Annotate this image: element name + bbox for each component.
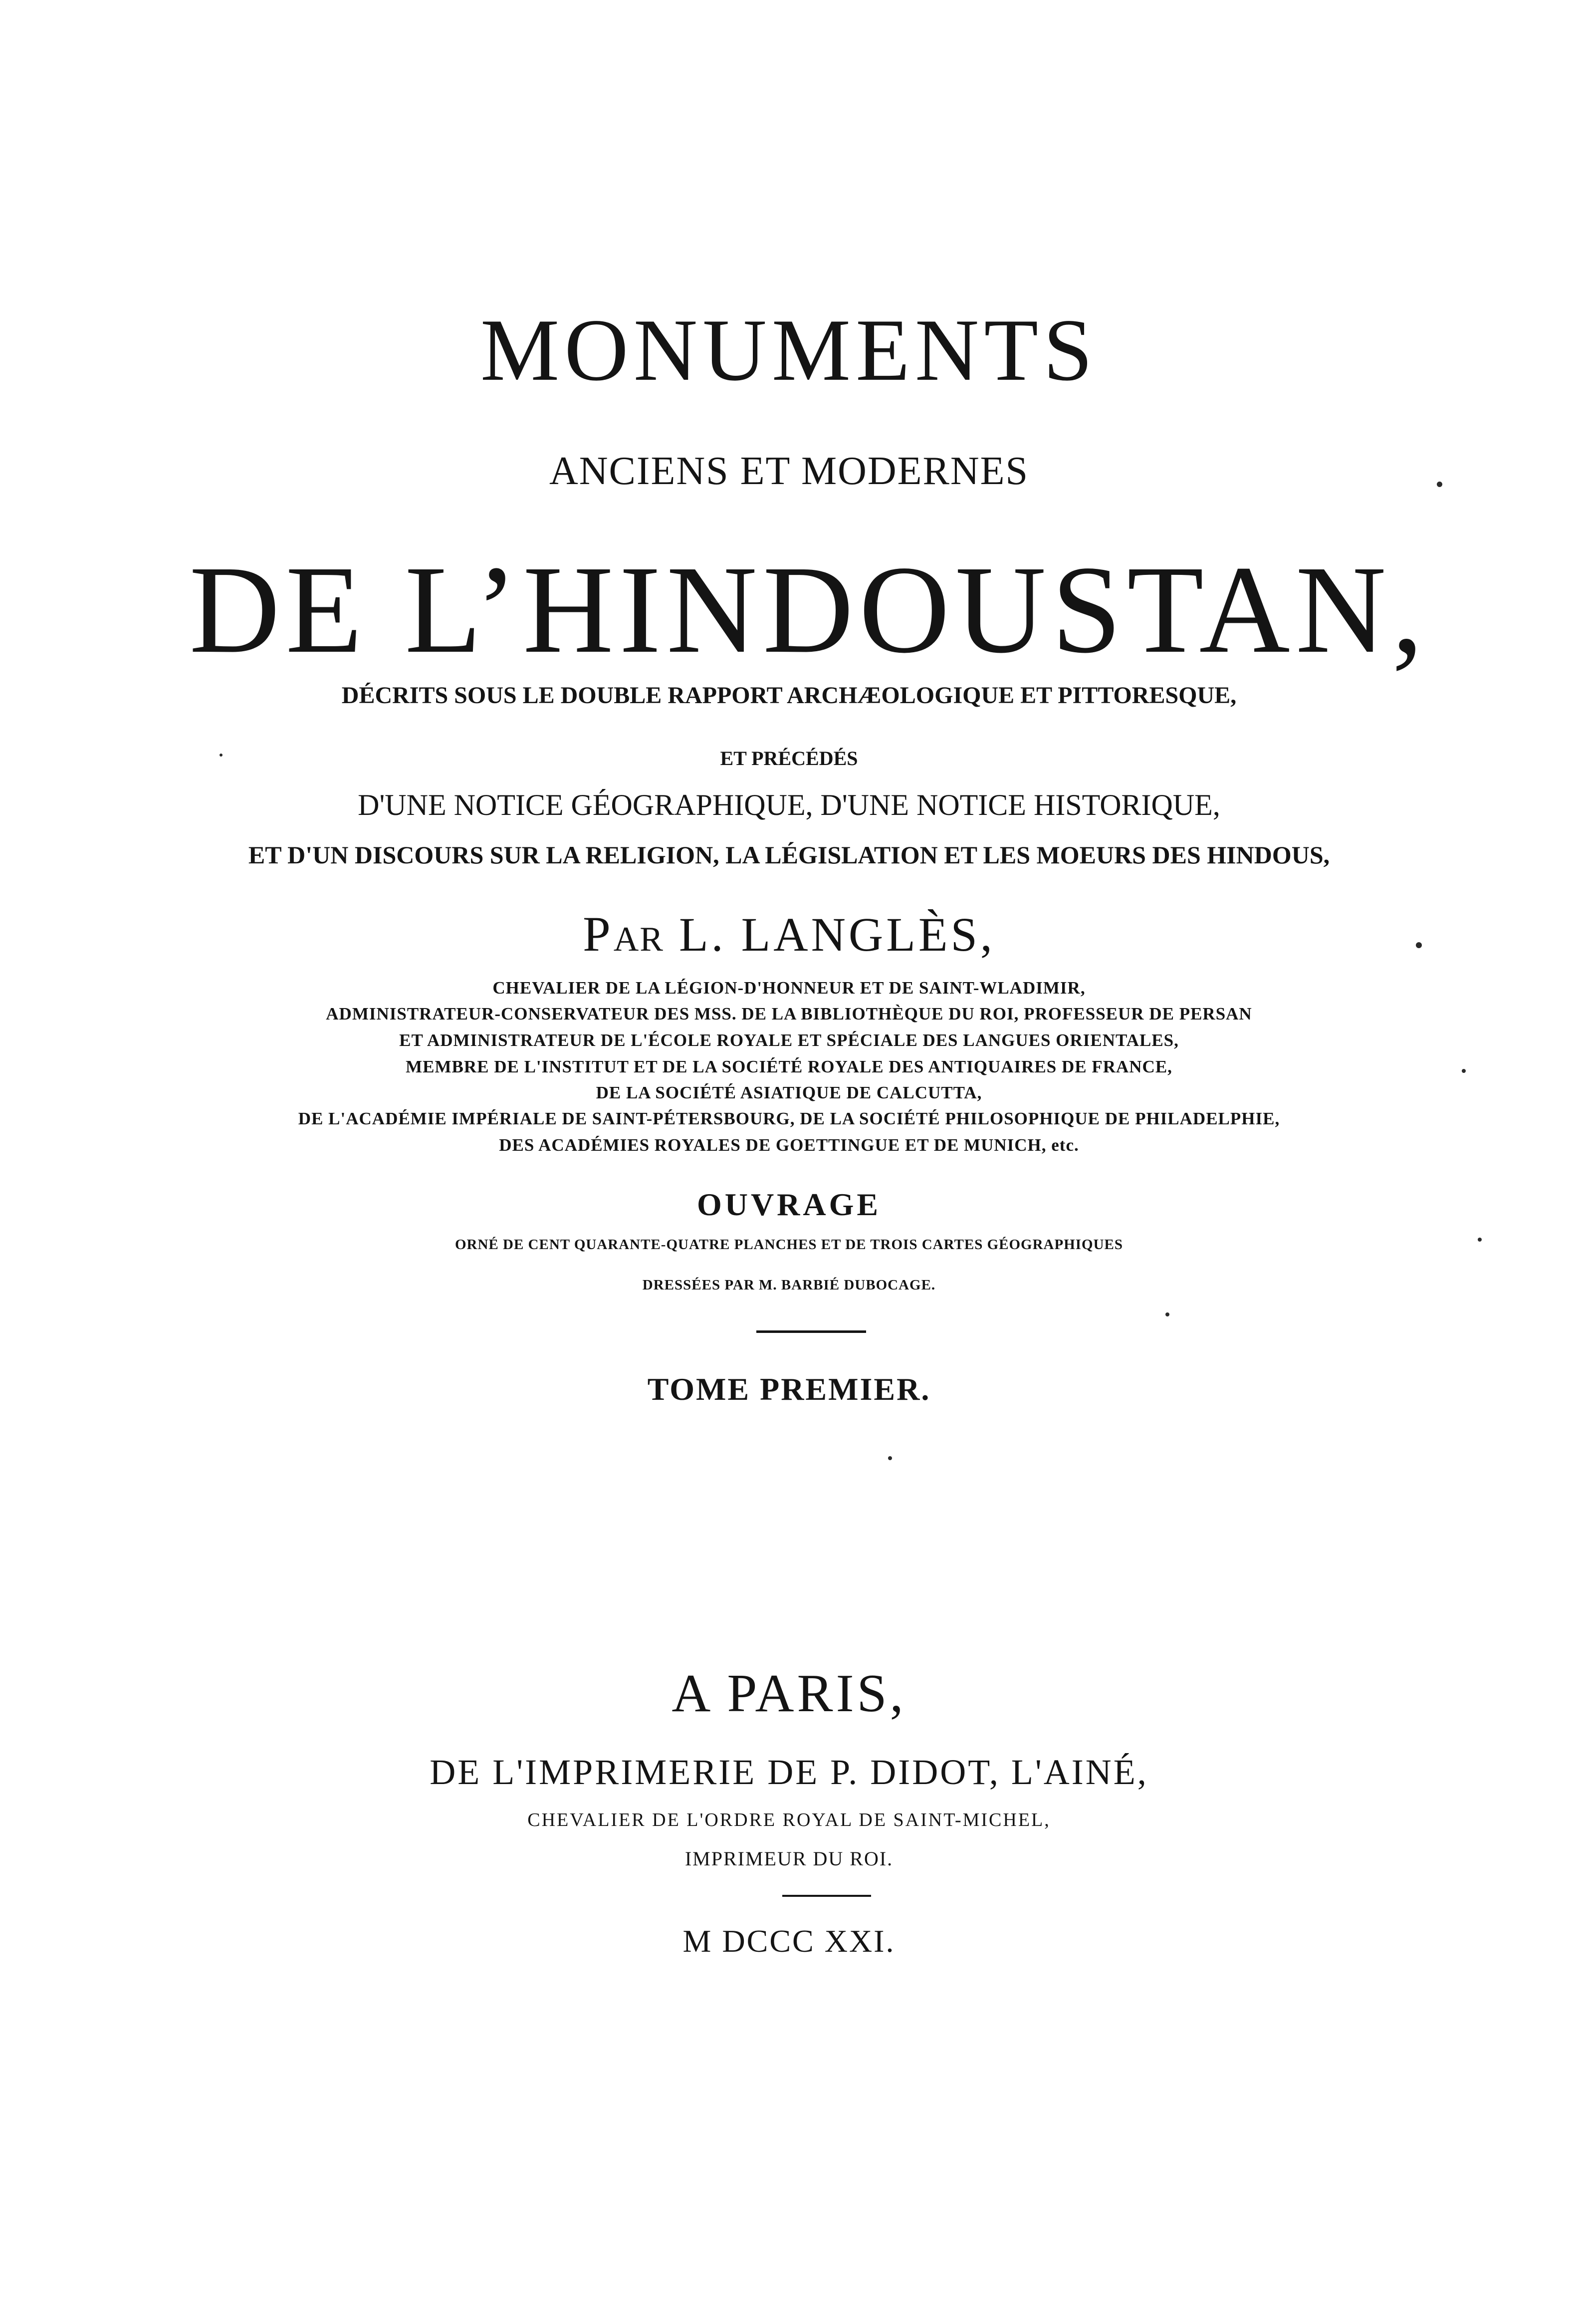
ink-speck xyxy=(888,1456,892,1460)
credential-line: DE LA SOCIÉTÉ ASIATIQUE DE CALCUTTA, xyxy=(596,1083,982,1102)
author-prefix: P xyxy=(583,906,614,962)
ink-speck xyxy=(1416,942,1422,948)
printer-role: IMPRIMEUR DU ROI. xyxy=(684,1847,894,1870)
credential-line: DES ACADÉMIES ROYALES DE GOETTINGUE ET DE MUNICH, etc. xyxy=(499,1135,1079,1155)
ink-speck xyxy=(1165,1312,1169,1316)
description-line: DÉCRITS SOUS LE DOUBLE RAPPORT ARCHÆOLOGIQUE ET PITTORESQUE, xyxy=(341,682,1237,709)
volume-label: TOME PREMIER. xyxy=(647,1371,931,1407)
imprint-city: A PARIS, xyxy=(672,1664,906,1723)
credential-line: MEMBRE DE L'INSTITUT ET DE LA SOCIÉTÉ ROYALE DES ANTIQUAIRES DE FRANCE, xyxy=(406,1057,1172,1076)
ink-speck xyxy=(220,754,223,757)
ink-speck xyxy=(1437,482,1442,487)
book-subtitle: ANCIENS ET MODERNES xyxy=(549,449,1029,493)
author-prefix-small: AR xyxy=(613,920,664,959)
work-description: ORNÉ DE CENT QUARANTE-QUATRE PLANCHES ET DE TROIS CARTES GÉOGRAPHIQUES xyxy=(454,1237,1124,1253)
ink-speck xyxy=(1462,1069,1466,1073)
notices-line: D'UNE NOTICE GÉOGRAPHIQUE, D'UNE NOTICE HISTORIQUE, xyxy=(358,788,1220,821)
credential-line: ADMINISTRATEUR-CONSERVATEUR DES MSS. DE LA BIBLIOTHÈQUE DU ROI, PROFESSEUR DE PERSAN xyxy=(326,1004,1252,1024)
credential-line: ET ADMINISTRATEUR DE L'ÉCOLE ROYALE ET SPÉCIALE DES LANGUES ORIENTALES, xyxy=(399,1031,1179,1050)
book-main-title: DE L’HINDOUSTAN, xyxy=(189,539,1429,679)
preceded-line: ET PRÉCÉDÉS xyxy=(720,747,858,770)
imprint-printer: DE L'IMPRIMERIE DE P. DIDOT, L'AINÉ, xyxy=(430,1752,1148,1792)
divider-rule xyxy=(782,1895,871,1897)
author-name: L. LANGLÈS, xyxy=(678,908,995,961)
author-line xyxy=(0,906,1578,962)
credential-line: DE L'ACADÉMIE IMPÉRIALE DE SAINT-PÉTERSBOURG, DE LA SOCIÉTÉ PHILOSOPHIQUE DE PHILADELPHIE, xyxy=(298,1109,1280,1128)
divider-rule xyxy=(756,1330,866,1333)
work-description: DRESSÉES PAR M. BARBIÉ DUBOCAGE. xyxy=(642,1277,936,1293)
credential-line: CHEVALIER DE LA LÉGION-D'HONNEUR ET DE SAINT-WLADIMIR, xyxy=(492,978,1086,998)
discourse-line: ET D'UN DISCOURS SUR LA RELIGION, LA LÉGISLATION ET LES MOEURS DES HINDOUS, xyxy=(248,841,1330,869)
printer-title: CHEVALIER DE L'ORDRE ROYAL DE SAINT-MICHEL, xyxy=(527,1809,1051,1830)
ink-speck xyxy=(1478,1238,1482,1242)
imprint-year: M DCCC XXI. xyxy=(682,1923,896,1959)
work-label: OUVRAGE xyxy=(696,1187,882,1222)
book-title: MONUMENTS xyxy=(480,300,1098,399)
